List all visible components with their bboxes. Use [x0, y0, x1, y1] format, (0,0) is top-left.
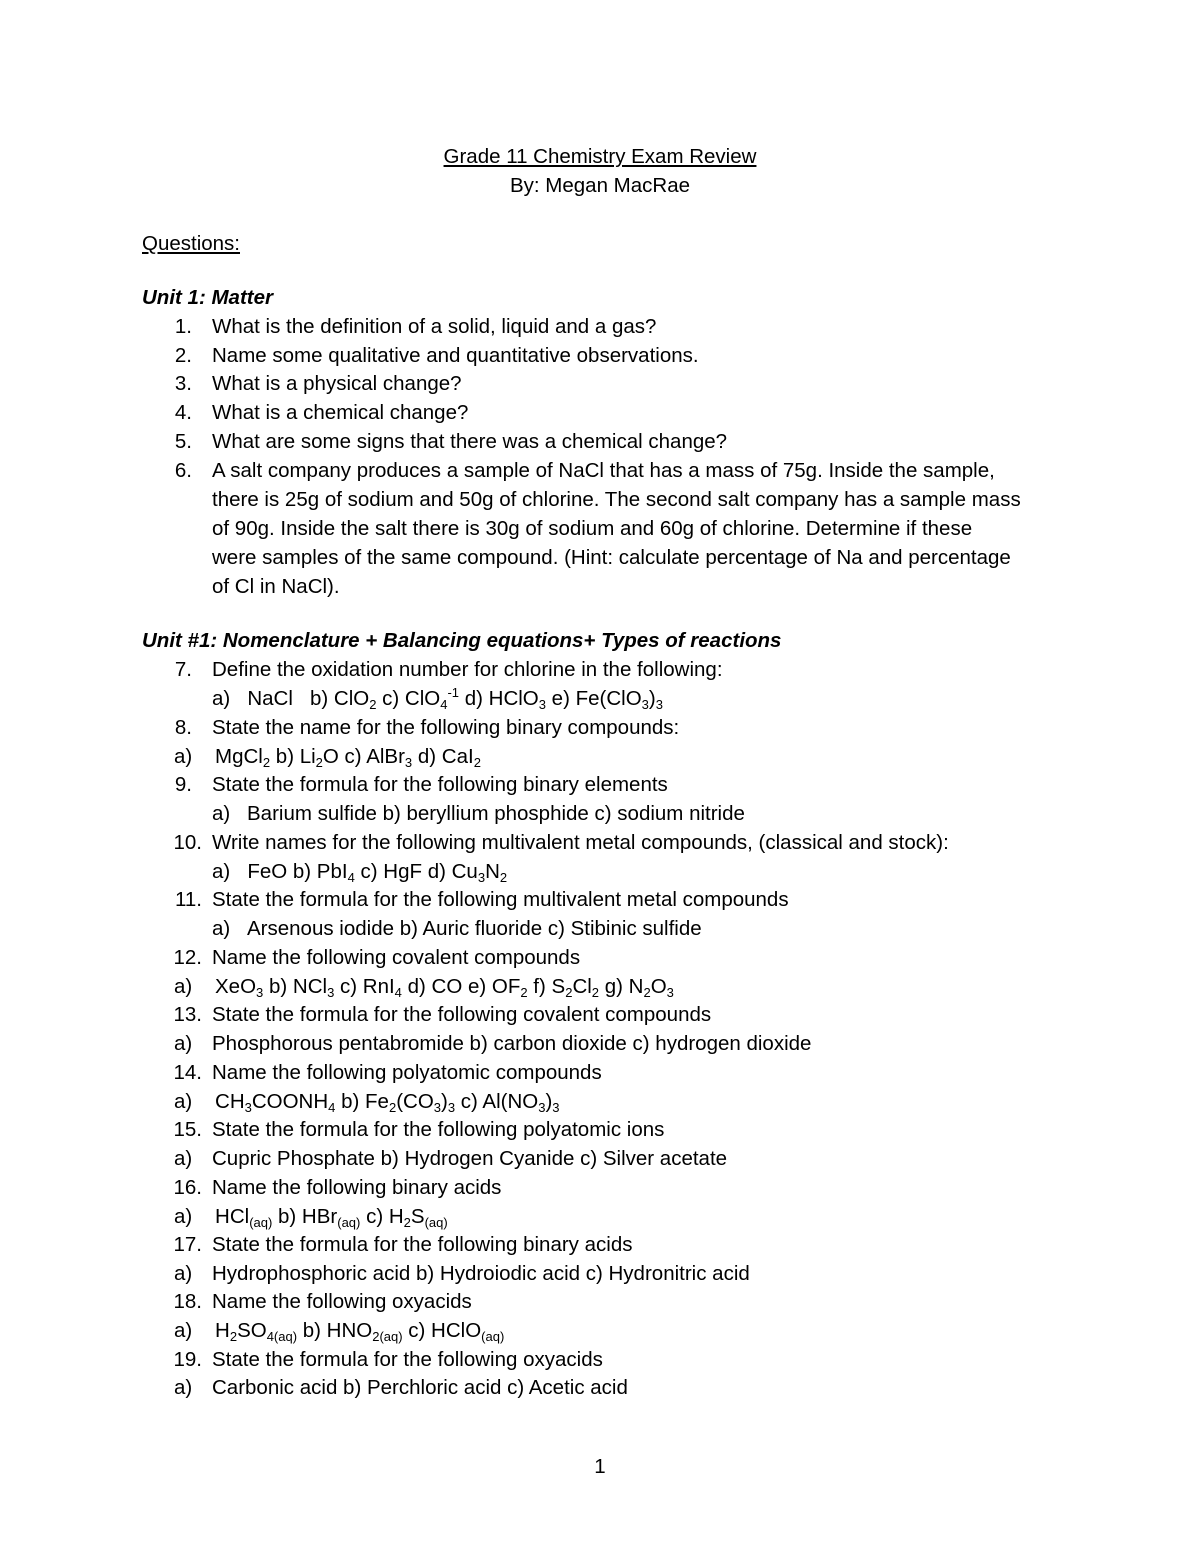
q2-text: Name some qualitative and quantitative observations.	[212, 344, 699, 367]
q18-number: 18.	[173, 1290, 202, 1313]
q18-options: a) $H_2SO_{4(aq)}$ b) $HNO_{2(aq)}$ c) HClO$_{(aq)}$	[174, 1319, 505, 1344]
q9-options: Barium sulfide b) beryllium phosphide c) sodium nitride	[247, 802, 745, 825]
q16-options: a) HCl$_{(aq)}$ b) HBr$_{(aq)}$ c) $H_2S_{(aq)}$	[174, 1205, 448, 1230]
document-author: By: Megan MacRae	[509, 174, 691, 197]
q13-number: 13.	[173, 1003, 202, 1026]
q15-number: 15.	[173, 1118, 202, 1141]
q18-text: Name the following oxyacids	[212, 1290, 472, 1313]
q17-number: 17.	[173, 1233, 202, 1256]
q10-options: a) FeO b) PbI$_4$ c) HgF d) $Cu_3N_2$	[212, 860, 508, 885]
questions-label: Questions:	[142, 232, 240, 255]
q17-options: Hydrophosphoric acid b) Hydroiodic acid c) Hydronitric acid	[212, 1262, 750, 1285]
document-title: Grade 11 Chemistry Exam Review	[443, 145, 757, 168]
q11-a-label: a)	[212, 917, 231, 940]
q6-line-4: were samples of the same compound. (Hint: calculate percentage of Na and percentage	[212, 546, 1011, 569]
q19-text: State the formula for the following oxyacids	[212, 1348, 603, 1371]
q17-a-label: a)	[174, 1262, 193, 1285]
q5-text: What are some signs that there was a chemical change?	[212, 430, 728, 453]
q6-line-2: there is 25g of sodium and 50g of chlorine. The second salt company has a sample mass	[212, 488, 1021, 511]
q14-text: Name the following polyatomic compounds	[212, 1061, 602, 1084]
q16-text: Name the following binary acids	[212, 1176, 502, 1199]
q3-text: What is a physical change?	[212, 372, 462, 395]
q19-number: 19.	[173, 1348, 202, 1371]
q7-number: 7.	[174, 658, 192, 681]
q14-options: a) $CH_3COONH_4$ b) $Fe_2(CO_3)_3$ c) $Al(NO_3)_3$	[174, 1090, 560, 1115]
q6-line-1: A salt company produces a sample of NaCl that has a mass of 75g. Inside the sample,	[212, 459, 995, 482]
q8-text: State the name for the following binary compounds:	[212, 716, 680, 739]
q13-options: Phosphorous pentabromide b) carbon dioxide c) hydrogen dioxide	[212, 1032, 812, 1055]
q11-text: State the formula for the following multivalent metal compounds	[212, 888, 789, 911]
q10-number: 10.	[173, 831, 202, 854]
q1-number: 1.	[174, 315, 192, 338]
q15-text: State the formula for the following polyatomic ions	[212, 1118, 665, 1141]
q12-number: 12.	[173, 946, 202, 969]
q8-number: 8.	[174, 716, 192, 739]
q5-number: 5.	[174, 430, 192, 453]
q3-number: 3.	[174, 372, 192, 395]
q17-text: State the formula for the following binary acids	[212, 1233, 633, 1256]
q4-text: What is a chemical change?	[212, 401, 469, 424]
q13-text: State the formula for the following covalent compounds	[212, 1003, 712, 1026]
q10-text: Write names for the following multivalent metal compounds, (classical and stock):	[212, 831, 949, 854]
q15-options: Cupric Phosphate b) Hydrogen Cyanide c) Silver acetate	[212, 1147, 728, 1170]
q13-a-label: a)	[174, 1032, 193, 1055]
q7-options: a) NaCl b) ClO$_2$ c) ClO$_4^{-1}$ d) HClO$_3$ e) $Fe(ClO_3)_3$	[212, 685, 663, 712]
q6-number: 6.	[174, 459, 192, 482]
unit2-heading: Unit #1: Nomenclature + Balancing equations+ Types of reactions	[142, 629, 782, 652]
q11-number: 11.	[175, 888, 202, 911]
q12-text: Name the following covalent compounds	[212, 946, 581, 969]
q19-options: Carbonic acid b) Perchloric acid c) Acetic acid	[212, 1376, 628, 1399]
q14-number: 14.	[173, 1061, 202, 1084]
q12-options: a) XeO$_3$ b) NCl$_3$ c) RnI$_4$ d) CO e) $OF_2$ f) $S_2Cl_2$ g) $N_2O_3$	[174, 975, 674, 1000]
q1-text: What is the definition of a solid, liquid and a gas?	[212, 315, 657, 338]
q6-line-5: of Cl in NaCl).	[212, 575, 340, 598]
q11-options: Arsenous iodide b) Auric fluoride c) Stibinic sulfide	[247, 917, 702, 940]
q4-number: 4.	[174, 401, 192, 424]
q16-number: 16.	[173, 1176, 202, 1199]
q9-a-label: a)	[212, 802, 231, 825]
q6-line-3: of 90g. Inside the salt there is 30g of sodium and 60g of chlorine. Determine if these	[212, 517, 973, 540]
q9-number: 9.	[174, 773, 192, 796]
q19-a-label: a)	[174, 1376, 193, 1399]
q15-a-label: a)	[174, 1147, 193, 1170]
q2-number: 2.	[174, 344, 192, 367]
unit1-heading: Unit 1: Matter	[142, 286, 273, 309]
q9-text: State the formula for the following binary elements	[212, 773, 668, 796]
q8-options: a) MgCl$_2$ b) $Li_2O$ c) AlBr$_3$ d) CaI$_2$	[174, 745, 481, 770]
page-number: 1	[594, 1455, 606, 1478]
q7-text: Define the oxidation number for chlorine in the following:	[212, 658, 723, 681]
